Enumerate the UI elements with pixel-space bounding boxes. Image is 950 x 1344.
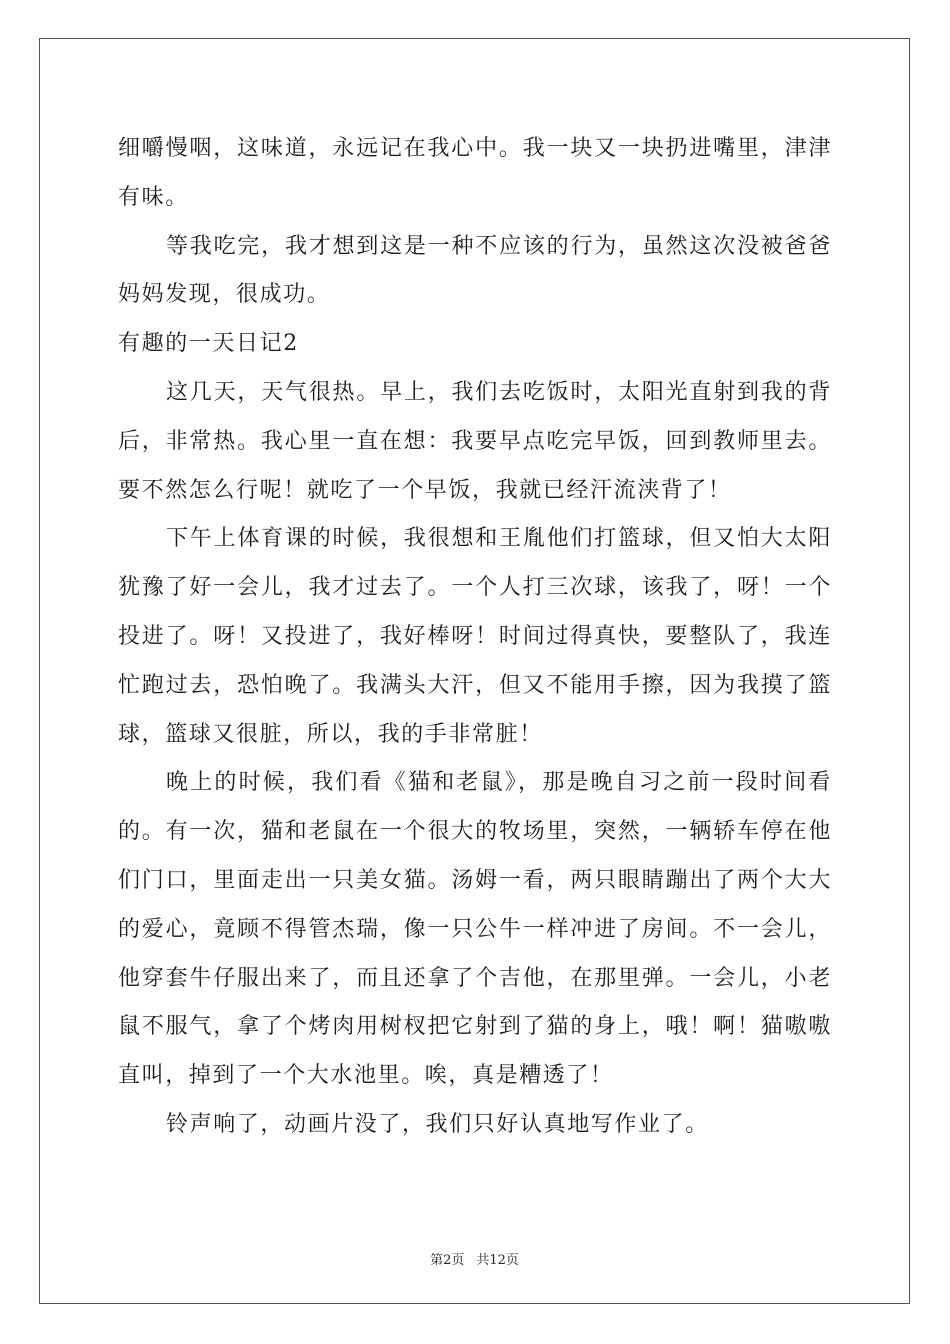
paragraph: 下午上体育课的时候，我很想和王胤他们打篮球，但又怕大太阳犹豫了好一会儿，我才过去了。一个人打三次球，该我了，呀！一个投进了。呀！又投进了，我好棒呀！时间过得真快，要整队了，我连忙跑过去，恐怕晚了。我满头大汗，但又不能用手擦，因为我摸了篮球，篮球又很脏，所以，我的手非常脏！: [118, 526, 832, 747]
paragraph: 晚上的时候，我们看《猫和老鼠》，那是晚自习之前一段时间看的。有一次，猫和老鼠在一个很大的牧场里，突然，一辆轿车停在他们门口，里面走出一只美女猫。汤姆一看，两只眼睛蹦出了两个大大的爱心，竟顾不得管杰瑞，像一只公牛一样冲进了房间。不一会儿，他穿套牛仔服出来了，而且还拿了个吉他，在那里弹。一会儿，小老鼠不服气，拿了个烤肉用树杈把它射到了猫的身上，哦！啊！猫嗷嗷直叫，掉到了一个大水池里。唉，真是糟透了！: [118, 770, 832, 1089]
paragraph: 等我吃完，我才想到这是一种不应该的行为，虽然这次没被爸爸妈妈发现，很成功。: [118, 233, 832, 308]
paragraph: 这几天，天气很热。早上，我们去吃饭时，太阳光直射到我的背后，非常热。我心里一直在想：我要早点吃完早饭，回到教师里去。要不然怎么行呢！就吃了一个早饭，我就已经汗流浃背了！: [118, 379, 832, 503]
page-footer: [40, 1249, 909, 1268]
page-total: 共12页: [476, 1253, 519, 1268]
page-frame: [39, 38, 910, 1304]
paragraph: 铃声响了，动画片没了，我们只好认真地写作业了。: [166, 1111, 709, 1137]
paragraph: 细嚼慢咽，这味道，永远记在我心中。我一块又一块扔进嘴里，津津有味。: [118, 136, 832, 210]
document-body: [118, 125, 832, 1150]
page-number: 第2页: [430, 1253, 465, 1268]
section-heading: 有趣的一天日记2: [118, 331, 299, 357]
